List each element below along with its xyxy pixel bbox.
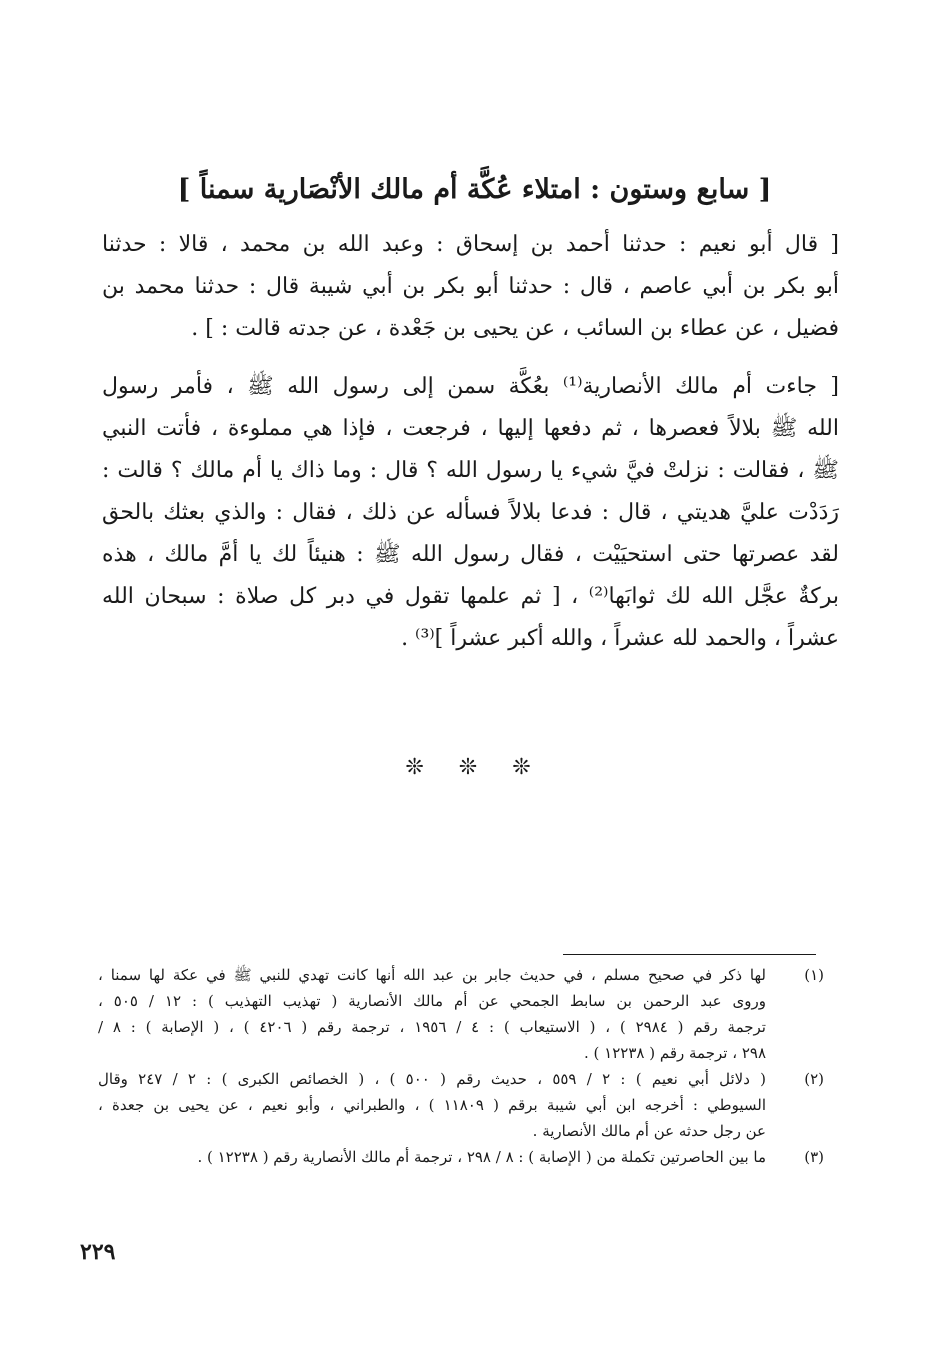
footnote-line: وروى عبد الرحمن بن سابط الجمحي عن أم مالك الأنصارية ( تهذيب التهذيب ) : ١٢ / ٥٠٥ ، (98, 992, 767, 1010)
isnad-line: [ قال أبو نعيم : حدثنا أحمد بن إسحاق : وعبد الله بن محمد ، قالا : حدثنا (102, 232, 839, 257)
footnote-line: ٢٩٨ ، ترجمة رقم ( ١٢٢٣٨ ) . (584, 1044, 766, 1062)
footnote-number: (١) (804, 966, 824, 984)
page-number: ٢٢٩ (80, 1239, 116, 1265)
footnote-3 (98, 1144, 824, 1170)
footnote-1 (98, 962, 824, 1066)
footnote-line: لها ذكر في صحيح مسلم ، في حديث جابر بن عبد الله أنها كانت تهدي للنبي ﷺ في عكة لها سمنا ، (98, 966, 766, 984)
matn-line: الله ﷺ بلالاً فعصرها ، ثم دفعها إليها ، فرجعت ، فإذا هي مملوءة ، فأتت النبي (102, 416, 839, 441)
matn-paragraph (102, 366, 839, 660)
footnote-number: (٢) (804, 1070, 824, 1088)
footnote-line: ( دلائل أبي نعيم ) : ٢ / ٥٥٩ ، حديث رقم ( ٥٠٠ ) ، ( الخصائص الكبرى ) : ٢ / ٢٤٧ وقال (98, 1070, 767, 1088)
footnote-divider (563, 954, 816, 955)
section-heading: [ سابع وستون : امتلاء عُكَّة أم مالك الأنْصَارية سمناً ] (177, 174, 772, 205)
matn-line: ﷺ ، فقالت : نزلتْ فيَّ شيء يا رسول الله ؟ قال : وما ذاك يا أم مالك ؟ قالت : (102, 458, 839, 483)
isnad-paragraph (102, 224, 839, 350)
footnote-number: (٣) (804, 1148, 824, 1166)
isnad-line: فضيل ، عن عطاء بن السائب ، عن يحيى بن جَعْدة ، عن جدته قالت : ] . (191, 316, 839, 341)
footnote-line: عن رجل حدثه عن أم مالك الأنصارية . (532, 1122, 766, 1140)
matn-line: رَدَدْت عليَّ هديتي ، قال : فدعا بلالاً فسأله عن ذلك ، فقال : والذي بعثك بالحق (102, 500, 839, 525)
isnad-line: أبو بكر بن أبي عاصم ، قال : حدثنا أبو بكر بن أبي شيبة قال : حدثنا محمد بن (102, 274, 839, 299)
section-separator: ❊ ❊ ❊ (405, 755, 545, 780)
matn-line: بركةٌ عجَّل الله لك ثوابَها⁽²⁾ ، [ ثم علمها تقول في دبر كل صلاة : سبحان الله (102, 584, 839, 609)
matn-line: عشراً ، والحمد لله عشراً ، والله أكبر عشراً ]⁽³⁾ . (401, 626, 839, 651)
footnote-line: ما بين الحاصرتين تكملة من ( الإصابة ) : ٨ / ٢٩٨ ، ترجمة أم مالك الأنصارية رقم ( ١٢٢٣٨ ) . (197, 1148, 766, 1166)
matn-line: لقد عصرتها حتى استحيَيْت ، فقال رسول الله ﷺ : هنيئاً لك يا أمَّ مالك ، هذه (102, 542, 839, 567)
footnotes (98, 962, 824, 1170)
matn-line: [ جاءت أم مالك الأنصارية⁽¹⁾ بعُكَّة سمن إلى رسول الله ﷺ ، فأمر رسول (102, 374, 840, 399)
footnote-line: السيوطي : أخرجه ابن أبي شيبة برقم ( ١١٨٠٩ ) ، والطبراني ، وأبو نعيم ، عن يحيى بن جعدة ، (98, 1096, 766, 1114)
footnote-line: ترجمة رقم ( ٢٩٨٤ ) ، ( الاستيعاب ) : ٤ / ١٩٥٦ ، ترجمة رقم ( ٤٢٠٦ ) ، ( الإصابة ) : ٨ / (98, 1018, 766, 1036)
footnote-2 (98, 1066, 824, 1144)
